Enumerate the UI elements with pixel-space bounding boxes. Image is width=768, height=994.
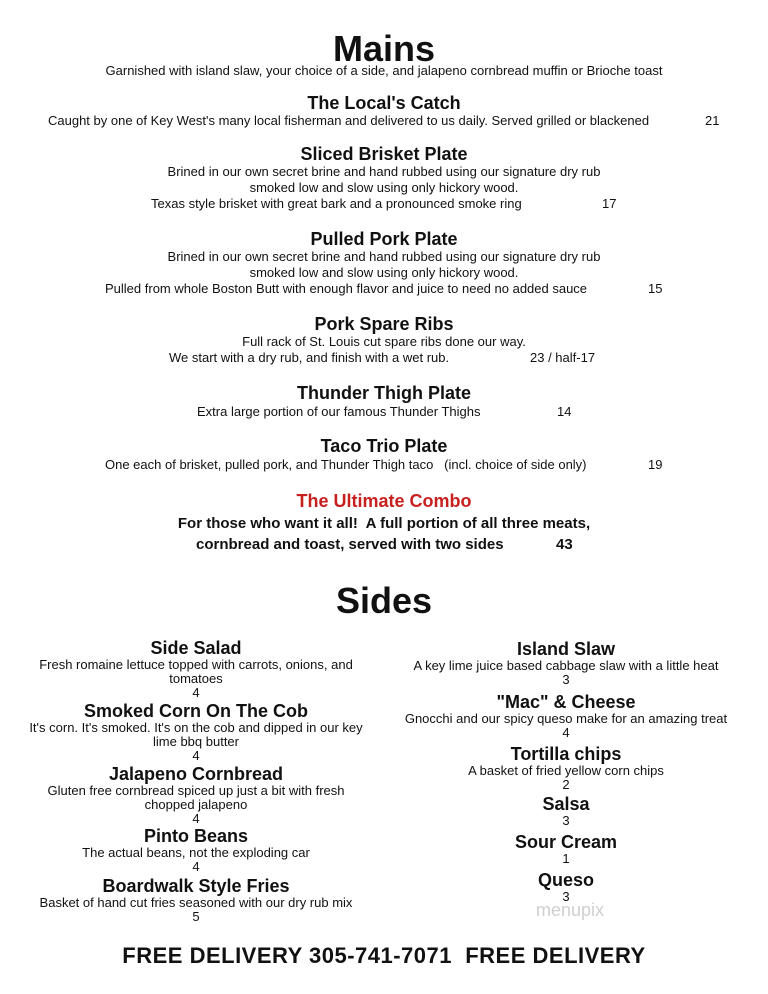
menu-item-desc: Texas style brisket with great bark and a pronounced smoke ring — [151, 196, 522, 211]
side-item-price: 3 — [562, 672, 570, 687]
side-item-name: Salsa — [542, 794, 590, 814]
side-item — [396, 794, 736, 828]
menu-item-price: 15 — [648, 281, 663, 296]
menu-item-name: The Local's Catch — [307, 93, 461, 113]
side-item-price: 4 — [192, 685, 200, 700]
side-item-price: 4 — [192, 859, 200, 874]
combo-price: 43 — [556, 536, 573, 553]
side-item-name: Smoked Corn On The Cob — [83, 701, 308, 721]
menu-item-desc: Brined in our own secret brine and hand rubbed using our signature dry rub — [167, 164, 601, 179]
combo-desc: cornbread and toast, served with two sides — [196, 536, 504, 553]
sides-title: Sides — [335, 580, 433, 621]
combo-title: The Ultimate Combo — [296, 491, 472, 511]
footer-delivery: FREE DELIVERY 305-741-7071 FREE DELIVERY — [122, 943, 646, 968]
side-item — [396, 832, 736, 866]
side-item-price: 4 — [562, 725, 570, 740]
menu-item-desc: smoked low and slow using only hickory wood. — [249, 265, 519, 280]
side-item-price: 4 — [192, 748, 200, 763]
side-item-name: Jalapeno Cornbread — [108, 764, 284, 784]
side-item — [26, 701, 366, 763]
menu-item-desc: Full rack of St. Louis cut spare ribs done our way. — [242, 334, 526, 349]
side-item — [396, 692, 736, 740]
side-item-desc: Gnocchi and our spicy queso make for an amazing treat — [404, 711, 728, 726]
side-item-name: Side Salad — [150, 638, 242, 658]
side-item-price: 2 — [562, 777, 570, 792]
watermark: menupix — [536, 900, 605, 920]
menu-item-price: 23 / half-17 — [530, 350, 596, 365]
menu-item-price: 21 — [705, 113, 720, 128]
side-item-name: Sour Cream — [514, 832, 618, 852]
menu-item-name: Sliced Brisket Plate — [300, 144, 468, 164]
side-item — [396, 870, 736, 904]
menu-item-name: Pork Spare Ribs — [314, 314, 454, 334]
side-item-name: Island Slaw — [516, 639, 616, 659]
side-item-name: Queso — [537, 870, 594, 890]
side-item — [26, 826, 366, 874]
side-item-price: 5 — [192, 909, 200, 924]
side-item-price: 1 — [562, 851, 570, 866]
side-item-desc: A basket of fried yellow corn chips — [468, 763, 664, 778]
side-item-name: "Mac" & Cheese — [496, 692, 636, 712]
mains-subtitle: Garnished with island slaw, your choice of a side, and jalapeno cornbread muffin or Brioche toast — [105, 63, 663, 78]
menu-item-name: Pulled Pork Plate — [310, 229, 458, 249]
combo-desc: For those who want it all! A full portion of all three meats, — [177, 515, 591, 532]
menu-item-price: 17 — [602, 196, 617, 211]
menu-item-desc: Caught by one of Key West's many local fisherman and delivered to us daily. Served grilled or blackened — [48, 113, 650, 128]
menu-item-desc: Pulled from whole Boston Butt with enough flavor and juice to need no added sauce — [105, 281, 588, 296]
menu-item-desc: Extra large portion of our famous Thunder Thighs — [197, 404, 481, 419]
side-item — [396, 639, 736, 687]
menu-item-desc: smoked low and slow using only hickory wood. — [249, 180, 519, 195]
menu-item-price: 19 — [648, 457, 663, 472]
side-item-desc: Gluten free cornbread spiced up just a bit with fresh chopped jalapeno — [47, 783, 345, 812]
side-item-price: 4 — [192, 811, 200, 826]
side-item-name: Pinto Beans — [143, 826, 249, 846]
side-item-name: Boardwalk Style Fries — [102, 876, 290, 896]
side-item-desc: Basket of hand cut fries seasoned with our dry rub mix — [39, 895, 353, 910]
side-item-desc: The actual beans, not the exploding car — [82, 845, 310, 860]
menu-item-desc: Brined in our own secret brine and hand rubbed using our signature dry rub — [167, 249, 601, 264]
side-item — [26, 638, 366, 700]
menu-item-price: 14 — [557, 404, 572, 419]
side-item — [26, 876, 366, 924]
side-item-name: Tortilla chips — [510, 744, 622, 764]
menu-item-desc: We start with a dry rub, and finish with a wet rub. — [169, 350, 450, 365]
menu-item-desc: One each of brisket, pulled pork, and Thunder Thigh taco (incl. choice of side only) — [105, 457, 587, 472]
side-item-desc: It's corn. It's smoked. It's on the cob and dipped in our key lime bbq butter — [29, 720, 363, 749]
menu-item-name: Taco Trio Plate — [320, 436, 448, 456]
side-item — [26, 764, 366, 826]
side-item — [396, 744, 736, 792]
side-item-desc: Fresh romaine lettuce topped with carrots, onions, and tomatoes — [39, 657, 353, 686]
side-item-price: 3 — [562, 813, 570, 828]
mains-title: Mains — [332, 28, 436, 69]
menu-item-name: Thunder Thigh Plate — [297, 383, 471, 403]
side-item-price: 3 — [562, 889, 570, 904]
side-item-desc: A key lime juice based cabbage slaw with a little heat — [413, 658, 719, 673]
